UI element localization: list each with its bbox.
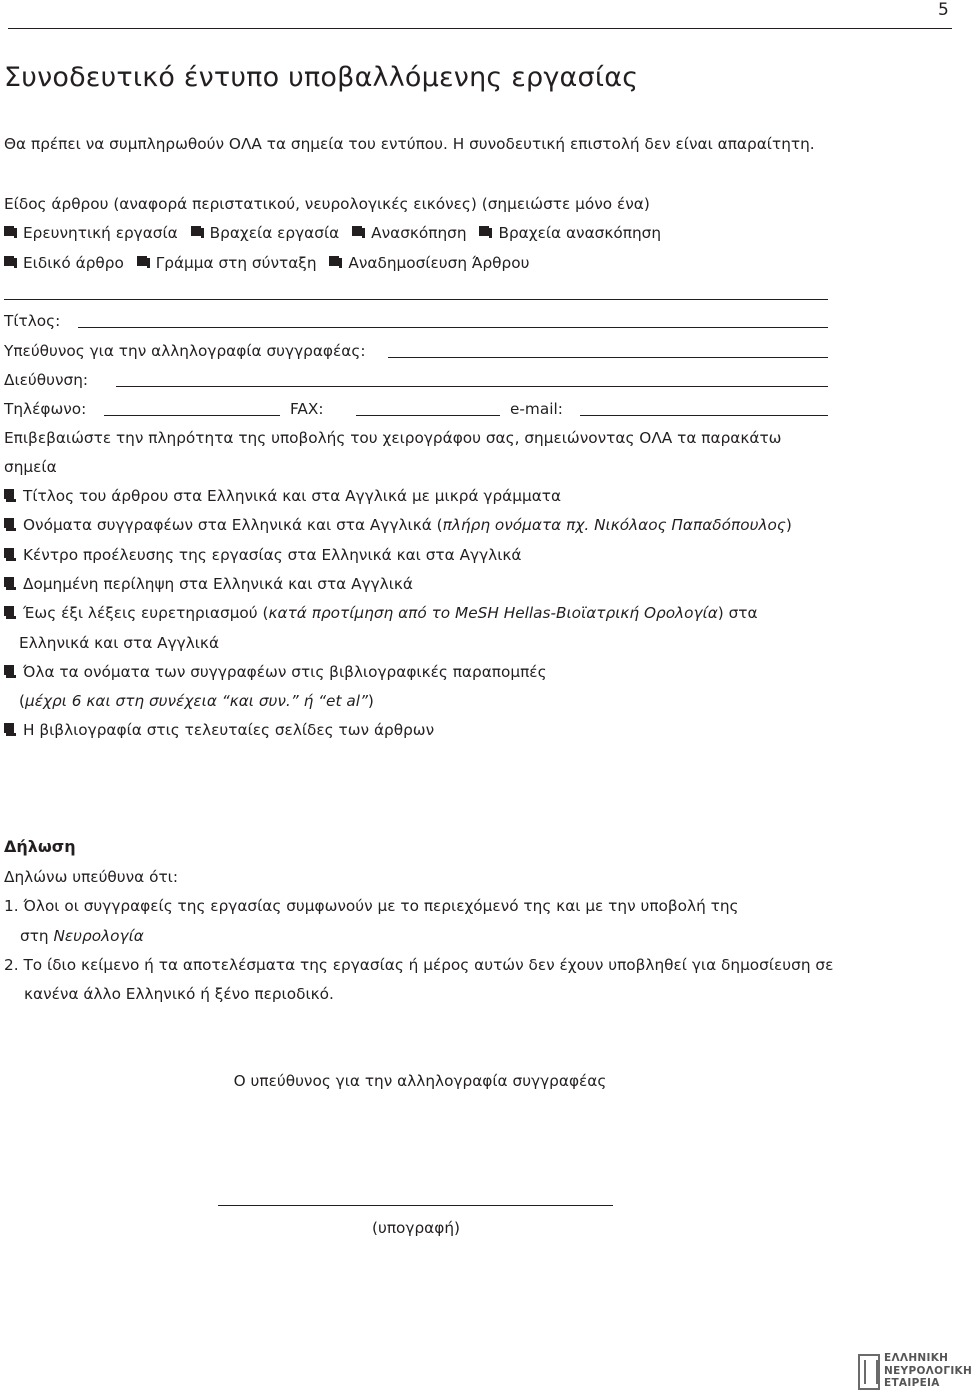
- option-research[interactable]: Ερευνητική εργασία: [4, 224, 178, 242]
- logo-text-line-1: ΕΛΛΗΝΙΚΗ: [884, 1352, 949, 1364]
- address-label: Διεύθυνση:: [4, 371, 89, 389]
- checkbox-icon[interactable]: [4, 576, 19, 591]
- checkbox-icon[interactable]: [4, 605, 19, 620]
- checklist-item-keywords[interactable]: Έως έξι λέξεις ευρετηριασμού (κατά προτίμηση από το MeSH Hellas-Βιοϊατρική Ορολογία) στα: [4, 604, 758, 622]
- declaration-intro: Δηλώνω υπεύθυνα ότι:: [4, 868, 179, 886]
- logo-text-line-2: ΝΕΥΡΟΛΟΓΙΚΗ: [884, 1364, 972, 1377]
- email-label: e-mail:: [510, 400, 563, 418]
- title-field-line[interactable]: [78, 327, 828, 328]
- checkbox-icon[interactable]: [4, 225, 19, 240]
- page-number: 5: [938, 0, 949, 20]
- checkbox-icon[interactable]: [4, 664, 19, 679]
- checkbox-icon[interactable]: [4, 722, 19, 737]
- separator-line: [4, 299, 828, 300]
- option-short-paper[interactable]: Βραχεία εργασία: [191, 224, 340, 242]
- email-line[interactable]: [580, 415, 828, 416]
- checkbox-icon[interactable]: [352, 225, 367, 240]
- option-review[interactable]: Ανασκόπηση: [352, 224, 466, 242]
- signature-caption: (υπογραφή): [372, 1219, 460, 1237]
- checkbox-icon[interactable]: [4, 255, 19, 270]
- option-special-article[interactable]: Ειδικό άρθρο: [4, 254, 124, 272]
- checklist-item-authors[interactable]: Ονόματα συγγραφέων στα Ελληνικά και στα Αγγλικά (πλήρη ονόματα πχ. Νικόλαος Παπαδόπουλος): [4, 516, 792, 534]
- declaration-item-1-cont: στη Νευρολογία: [20, 927, 144, 945]
- corresponding-author-line[interactable]: [388, 357, 828, 358]
- checkbox-icon[interactable]: [191, 225, 206, 240]
- checklist-item-references[interactable]: Όλα τα ονόματα των συγγραφέων στις βιβλιογραφικές παραπομπές: [4, 663, 547, 681]
- checklist-item-bibliography[interactable]: Η βιβλιογραφία στις τελευταίες σελίδες των άρθρων: [4, 721, 434, 739]
- logo-text-line-3: ΕΤΑΙΡΕΙΑ: [884, 1377, 940, 1389]
- declaration-item-1: 1. Όλοι οι συγγραφείς της εργασίας συμφωνούν με το περιεχόμενό της και με την υποβολή της: [4, 897, 739, 915]
- society-logo: [858, 1352, 972, 1392]
- option-letter-to-editor[interactable]: Γράμμα στη σύνταξη: [137, 254, 317, 272]
- article-type-label: Είδος άρθρου (αναφορά περιστατικού, νευρολογικές εικόνες) (σημειώστε μόνο ένα): [4, 195, 650, 213]
- option-republication[interactable]: Αναδημοσίευση Άρθρου: [329, 254, 529, 272]
- phone-label: Τηλέφωνο:: [4, 400, 87, 418]
- checklist-item-abstract[interactable]: Δομημένη περίληψη στα Ελληνικά και στα Αγγλικά: [4, 575, 413, 593]
- declaration-item-2: 2. Το ίδιο κείμενο ή τα αποτελέσματα της εργασίας ή μέρος αυτών δεν έχουν υποβληθεί για δημοσίευση σε: [4, 956, 834, 974]
- fax-label: FAX:: [290, 400, 324, 418]
- option-short-review[interactable]: Βραχεία ανασκόπηση: [479, 224, 661, 242]
- confirm-text-cont: σημεία: [4, 458, 57, 476]
- signature-label: Ο υπεύθυνος για την αλληλογραφία συγγραφέας: [233, 1072, 607, 1090]
- declaration-heading: Δήλωση: [4, 837, 76, 856]
- checkbox-icon[interactable]: [4, 488, 19, 503]
- signature-line[interactable]: [218, 1205, 613, 1206]
- confirm-text: Επιβεβαιώστε την πληρότητα της υποβολής του χειρογράφου σας, σημειώνοντας ΟΛΑ τα παρακάτω: [4, 429, 782, 447]
- address-line[interactable]: [116, 386, 828, 387]
- header-rule: [8, 28, 952, 29]
- checklist-item-title[interactable]: Τίτλος του άρθρου στα Ελληνικά και στα Αγγλικά με μικρά γράμματα: [4, 487, 561, 505]
- checkbox-icon[interactable]: [329, 255, 344, 270]
- article-type-row-2: [4, 254, 537, 272]
- title-field-label: Τίτλος:: [4, 312, 61, 330]
- checklist-item-references-cont: (μέχρι 6 και στη συνέχεια “και συν.” ή “et al”): [19, 692, 374, 710]
- declaration-item-2-cont: κανένα άλλο Ελληνικό ή ξένο περιοδικό.: [24, 985, 334, 1003]
- fax-line[interactable]: [356, 415, 500, 416]
- checkbox-icon[interactable]: [4, 547, 19, 562]
- checkbox-icon[interactable]: [4, 517, 19, 532]
- corresponding-author-label: Υπεύθυνος για την αλληλογραφία συγγραφέας:: [4, 342, 366, 360]
- checklist-item-keywords-cont: Ελληνικά και στα Αγγλικά: [19, 634, 220, 652]
- checkbox-icon[interactable]: [479, 225, 494, 240]
- phone-line[interactable]: [104, 415, 280, 416]
- checklist-item-origin[interactable]: Κέντρο προέλευσης της εργασίας στα Ελληνικά και στα Αγγλικά: [4, 546, 521, 564]
- page-title: Συνοδευτικό έντυπο υποβαλλόμενης εργασίας: [4, 62, 639, 93]
- intro-text: Θα πρέπει να συμπληρωθούν ΟΛΑ τα σημεία του εντύπου. Η συνοδευτική επιστολή δεν είναι απαραίτητη.: [4, 135, 815, 153]
- article-type-row-1: [4, 224, 669, 242]
- checkbox-icon[interactable]: [137, 255, 152, 270]
- logo-mark-icon: [858, 1354, 880, 1390]
